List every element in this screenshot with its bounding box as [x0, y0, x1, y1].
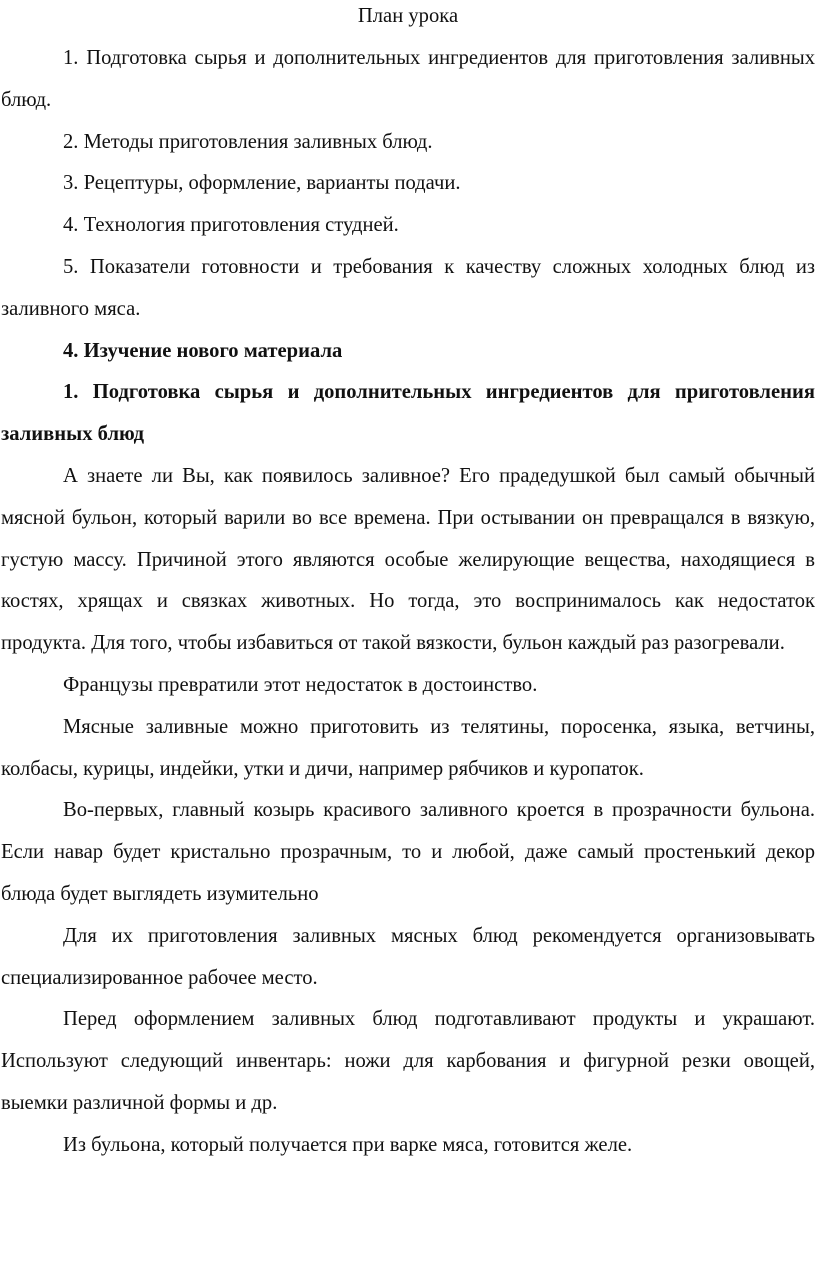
plan-item-2: 2. Методы приготовления заливных блюд.	[63, 130, 433, 153]
plan-item-1: 1. Подготовка сырья и дополнительных ингредиентов для приготовления заливных блюд.	[1, 47, 815, 111]
body-paragraph-7: Из бульона, который получается при варке мяса, готовится желе.	[63, 1133, 633, 1156]
section-heading: 4. Изучение нового материала	[63, 339, 343, 362]
plan-item-3: 3. Рецептуры, оформление, варианты подачи.	[63, 172, 461, 195]
lesson-plan-title: План урока	[357, 5, 459, 27]
body-paragraph-2: Французы превратили этот недостаток в достоинство.	[63, 673, 538, 696]
body-paragraph-4: Во-первых, главный козырь красивого заливного кроется в прозрачности бульона. Если навар будет кристально прозрачным, то и любой, даже самый простенький декор блюда будет выглядеть изумительно	[1, 799, 815, 905]
plan-item-5: 5. Показатели готовности и требования к качеству сложных холодных блюд из заливного мяса.	[1, 255, 815, 320]
body-paragraph-3: Мясные заливные можно приготовить из телятины, поросенка, языка, ветчины, колбасы, курицы, индейки, утки и дичи, например рябчиков и куропаток.	[1, 715, 815, 780]
body-paragraph-6: Перед оформлением заливных блюд подготавливают продукты и украшают. Используют следующий инвентарь: ножи для карбования и фигурной резки овощей, выемки различной формы и др.	[1, 1008, 815, 1114]
body-paragraph-1: А знаете ли Вы, как появилось заливное? Его прадедушкой был самый обычный мясной бульон, который варили во все времена. При остывании он превращался в вязкую, густую массу. Причиной этого являются особые желирующие вещества, находящиеся в костях, хрящах и связках животных. Но тогда, это воспринималось как недостаток продукта. Для того, чтобы избавиться от такой вязкости, бульон каждый раз разогревали.	[1, 464, 815, 655]
subsection-heading: 1. Подготовка сырья и дополнительных ингредиентов для приготовления заливных блюд	[1, 381, 815, 446]
body-paragraph-5: Для их приготовления заливных мясных блюд рекомендуется организовывать специализированное рабочее место.	[1, 924, 815, 989]
plan-item-4: 4. Технология приготовления студней.	[63, 214, 399, 237]
